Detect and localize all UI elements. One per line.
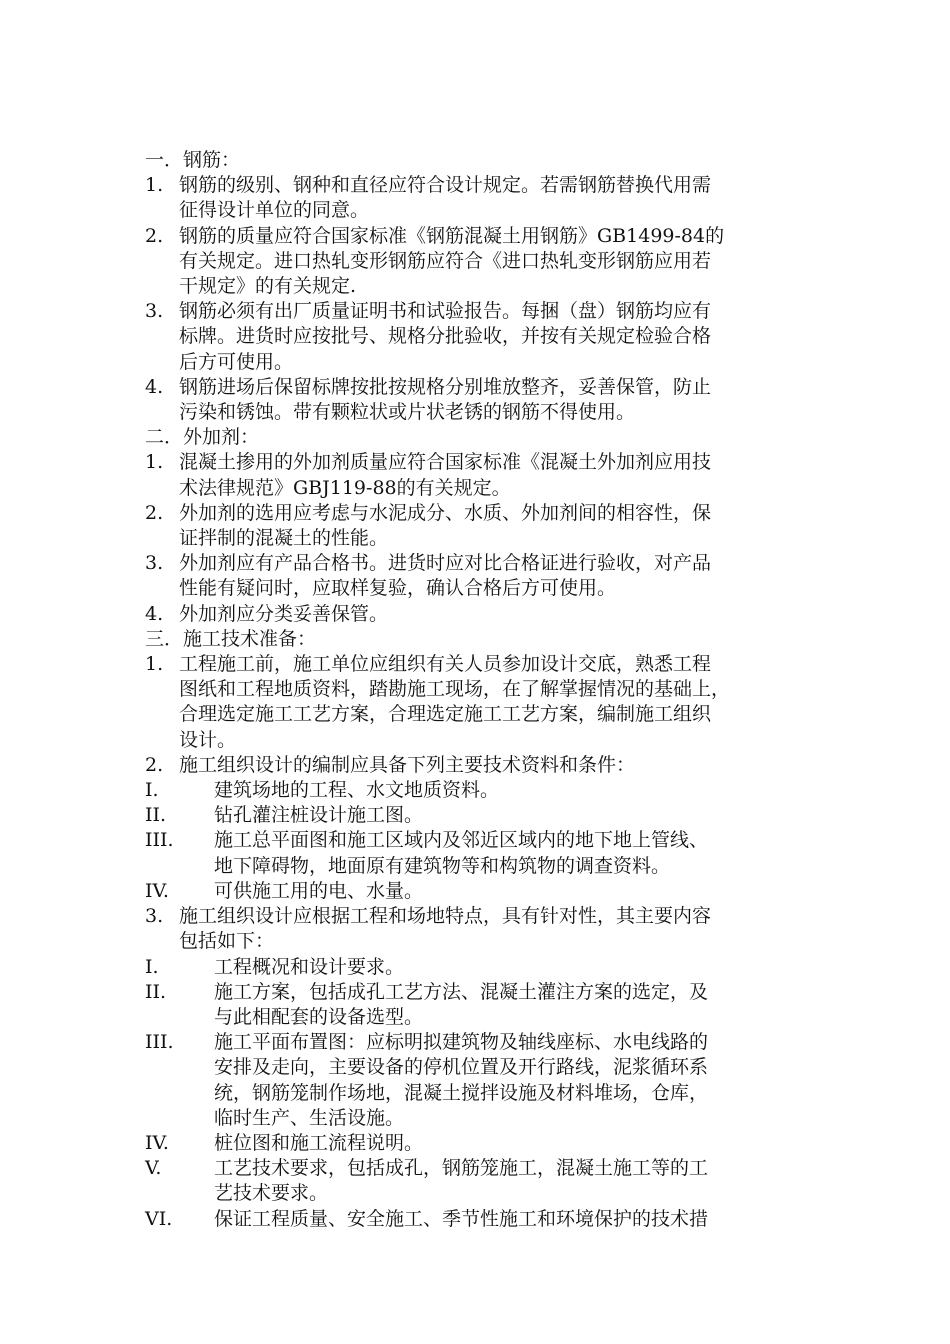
item-text-line: 施工总平面图和施工区域内及邻近区域内的地下地上管线、: [214, 829, 709, 852]
item-text-line: 保证工程质量、安全施工、季节性施工和环境保护的技术措: [214, 1207, 709, 1230]
item-marker: 4.: [145, 602, 164, 625]
item-marker: 1.: [145, 451, 164, 474]
roman-subitem: [145, 803, 825, 828]
numbered-item: [145, 224, 825, 300]
item-marker: 2.: [145, 501, 164, 524]
item-marker: I.: [145, 955, 159, 978]
item-text-line: 建筑场地的工程、水文地质资料。: [214, 779, 500, 802]
item-marker: III.: [145, 1031, 174, 1054]
item-text-line: 设计。: [179, 728, 237, 751]
item-marker: IV.: [145, 879, 169, 902]
item-text-line: 征得设计单位的同意。: [179, 199, 370, 222]
numbered-item: [145, 501, 825, 551]
section-heading: [145, 425, 825, 450]
item-marker: 3.: [145, 552, 164, 575]
numbered-item: [145, 450, 825, 500]
numbered-item: [145, 375, 825, 425]
item-marker: IV.: [145, 1131, 169, 1154]
item-text-line: 与此相配套的设备选型。: [214, 1005, 424, 1028]
item-text-line: 外加剂应有产品合格书。进货时应对比合格证进行验收，对产品: [179, 552, 712, 575]
numbered-item: [145, 299, 825, 375]
item-text-line: 混凝土掺用的外加剂质量应符合国家标准《混凝土外加剂应用技: [179, 451, 712, 474]
heading-text: 一．钢筋：: [145, 149, 241, 171]
item-marker: 1.: [145, 174, 164, 197]
item-text-line: 合理选定施工工艺方案，合理选定施工工艺方案，编制施工组织: [179, 703, 712, 726]
item-text-line: 桩位图和施工流程说明。: [214, 1131, 424, 1154]
roman-subitem: [145, 1030, 825, 1131]
item-text-line: 安排及走向，主要设备的停机位置及开行路线，泥浆循环系: [214, 1056, 709, 1079]
section-heading: [145, 627, 825, 652]
numbered-item: [145, 652, 825, 753]
item-text-line: 有关规定。进口热轧变形钢筋应符合《进口热轧变形钢筋应用若: [179, 249, 712, 272]
section-heading: [145, 148, 825, 173]
roman-subitem: [145, 1207, 825, 1232]
numbered-item: [145, 551, 825, 601]
roman-subitem: [145, 879, 825, 904]
item-text-line: 干规定》的有关规定.: [179, 275, 357, 298]
item-text-line: 标牌。进货时应按批号、规格分批验收，并按有关规定检验合格: [179, 325, 712, 348]
item-text-line: 工艺技术要求，包括成孔，钢筋笼施工，混凝土施工等的工: [214, 1157, 709, 1180]
roman-subitem: [145, 828, 825, 878]
item-text-line: 临时生产、生活设施。: [214, 1106, 405, 1129]
item-text-line: 钢筋的质量应符合国家标准《钢筋混凝土用钢筋》GB1499-84的: [179, 224, 725, 247]
item-text-line: 性能有疑问时，应取样复验，确认合格后方可使用。: [179, 577, 617, 600]
item-text-line: 钻孔灌注桩设计施工图。: [214, 804, 424, 827]
item-marker: III.: [145, 829, 174, 852]
roman-subitem: [145, 1131, 825, 1156]
item-marker: II.: [145, 804, 167, 827]
item-text-line: 工程概况和设计要求。: [214, 955, 405, 978]
item-marker: 4.: [145, 375, 164, 398]
item-text-line: 统，钢筋笼制作场地，混凝土搅拌设施及材料堆场，仓库，: [214, 1081, 709, 1104]
item-marker: 3.: [145, 905, 164, 928]
item-text-line: 艺技术要求。: [214, 1182, 329, 1205]
document-body: [145, 148, 825, 1232]
item-text-line: 施工平面布置图：应标明拟建筑物及轴线座标、水电线路的: [214, 1031, 709, 1054]
heading-text: 二．外加剂：: [145, 426, 260, 449]
item-text-line: 施工方案，包括成孔工艺方法、混凝土灌注方案的选定，及: [214, 980, 709, 1003]
item-text-line: 钢筋进场后保留标牌按批按规格分别堆放整齐，妥善保管，防止: [179, 375, 712, 398]
item-text-line: 施工组织设计应根据工程和场地特点，具有针对性，其主要内容: [179, 905, 712, 928]
item-text-line: 证拌制的混凝土的性能。: [179, 527, 389, 550]
item-marker: VI.: [145, 1207, 173, 1230]
item-text-line: 包括如下：: [179, 930, 275, 953]
item-marker: 3.: [145, 300, 164, 323]
item-text-line: 钢筋必须有出厂质量证明书和试验报告。每捆（盘）钢筋均应有: [179, 300, 712, 323]
item-marker: I.: [145, 779, 159, 802]
item-text-line: 术法律规范》GBJ119-88的有关规定。: [179, 476, 511, 499]
item-text-line: 图纸和工程地质资料，踏勘施工现场，在了解掌握情况的基础上，: [179, 678, 731, 701]
item-marker: 2.: [145, 753, 164, 776]
item-text-line: 钢筋的级别、钢种和直径应符合设计规定。若需钢筋替换代用需: [179, 174, 712, 197]
item-text-line: 外加剂应分类妥善保管。: [179, 602, 389, 625]
item-marker: 2.: [145, 224, 164, 247]
item-text-line: 可供施工用的电、水量。: [214, 879, 424, 902]
numbered-item: [145, 602, 825, 627]
item-marker: II.: [145, 980, 167, 1003]
item-text-line: 施工组织设计的编制应具备下列主要技术资料和条件：: [179, 753, 636, 776]
roman-subitem: [145, 778, 825, 803]
item-text-line: 后方可使用。: [179, 350, 294, 373]
roman-subitem: [145, 980, 825, 1030]
numbered-item: [145, 753, 825, 778]
item-text-line: 外加剂的选用应考虑与水泥成分、水质、外加剂间的相容性，保: [179, 501, 712, 524]
roman-subitem: [145, 1156, 825, 1206]
item-text-line: 地下障碍物，地面原有建筑物等和构筑物的调查资料。: [214, 854, 671, 877]
item-marker: V.: [145, 1157, 162, 1180]
heading-text: 三．施工技术准备：: [145, 627, 317, 650]
numbered-item: [145, 173, 825, 223]
item-text-line: 工程施工前，施工单位应组织有关人员参加设计交底，熟悉工程: [179, 653, 712, 676]
numbered-item: [145, 904, 825, 954]
item-text-line: 污染和锈蚀。带有颗粒状或片状老锈的钢筋不得使用。: [179, 401, 636, 424]
item-marker: 1.: [145, 653, 164, 676]
roman-subitem: [145, 955, 825, 980]
